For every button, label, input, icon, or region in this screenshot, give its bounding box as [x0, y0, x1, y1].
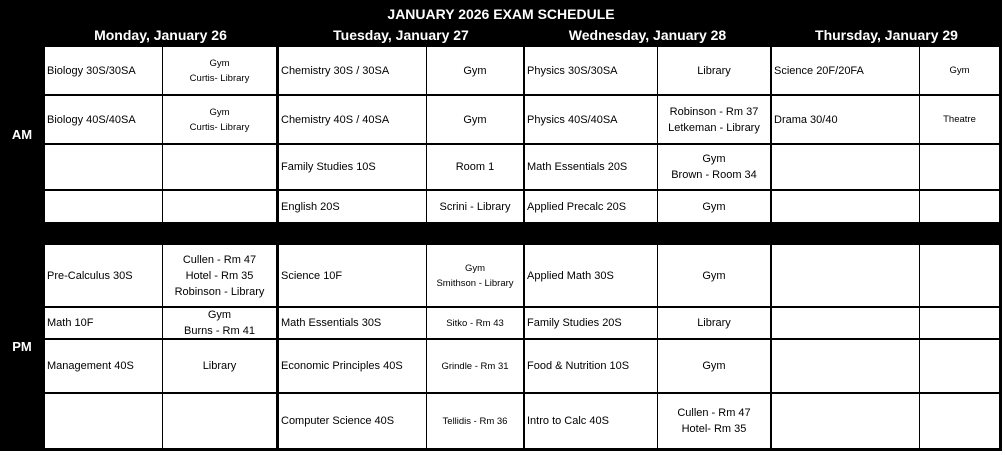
exam-subject-cell: Science 20F/20FA [772, 47, 919, 94]
day-header: Thursday, January 29 [815, 27, 958, 43]
location-line: Letkeman - Library [668, 121, 760, 134]
location-line: Curtis- Library [189, 72, 250, 84]
exam-location-cell [427, 340, 523, 392]
exam-location-cell [163, 308, 276, 338]
exam-location-cell [163, 145, 276, 189]
location-line: Gym [702, 360, 726, 372]
location-line: Room 1 [455, 161, 495, 173]
exam-location-cell [920, 394, 999, 448]
exam-subject-cell: Physics 30S/30SA [525, 47, 657, 94]
exam-subject-cell [772, 191, 919, 222]
exam-location-cell [920, 96, 999, 143]
location-line: Gym [209, 57, 230, 69]
exam-location-cell [920, 145, 999, 189]
exam-subject-cell: Intro to Calc 40S [525, 394, 657, 448]
exam-location-cell [163, 47, 276, 94]
location-line: Gym [464, 262, 486, 274]
exam-subject-cell: Computer Science 40S [279, 394, 426, 448]
location-line: Curtis- Library [189, 121, 250, 133]
location-line: Gym [207, 309, 232, 321]
exam-subject-cell: Family Studies 20S [525, 308, 657, 338]
exam-location-cell [920, 191, 999, 222]
exam-location-cell [920, 245, 999, 306]
exam-subject-cell: Physics 40S/40SA [525, 96, 657, 143]
location-line: Theatre [943, 114, 976, 125]
location-line: Brown - Room 34 [671, 169, 757, 181]
exam-location-cell [427, 96, 523, 143]
exam-location-cell [658, 145, 770, 189]
exam-location-cell [658, 308, 770, 338]
exam-subject-cell [45, 191, 162, 222]
location-line: Gym [949, 65, 970, 76]
exam-subject-cell: Biology 40S/40SA [45, 96, 162, 143]
exam-location-cell [163, 340, 276, 392]
location-line: Tellidis - Rm 36 [442, 415, 508, 427]
exam-subject-cell [772, 145, 919, 189]
location-line: Gym [209, 106, 230, 118]
exam-subject-cell [45, 145, 162, 189]
location-line: Hotel - Rm 35 [185, 269, 254, 282]
exam-subject-cell [45, 394, 162, 448]
exam-location-cell [658, 245, 770, 306]
exam-location-cell [427, 191, 523, 222]
exam-location-cell [427, 47, 523, 94]
exam-subject-cell: Biology 30S/30SA [45, 47, 162, 94]
exam-subject-cell: Food & Nutrition 10S [525, 340, 657, 392]
location-line: Library [202, 360, 237, 372]
exam-subject-cell [772, 308, 919, 338]
exam-subject-cell: Math Essentials 30S [279, 308, 426, 338]
location-line: Smithson - Library [436, 277, 514, 289]
exam-subject-cell: Drama 30/40 [772, 96, 919, 143]
exam-location-cell [658, 340, 770, 392]
exam-location-cell [920, 47, 999, 94]
location-line: Gym [702, 153, 726, 165]
exam-subject-cell: Family Studies 10S [279, 145, 426, 189]
location-line: Library [697, 317, 731, 329]
location-line: Burns - Rm 41 [184, 325, 255, 337]
exam-subject-cell: Math Essentials 20S [525, 145, 657, 189]
location-line: Grindle - Rm 31 [441, 360, 509, 372]
location-line: Cullen - Rm 47 [677, 407, 751, 419]
day-header: Tuesday, January 27 [333, 27, 469, 43]
exam-subject-cell: Economic Principles 40S [279, 340, 426, 392]
location-line: Gym [463, 64, 487, 77]
exam-location-cell [163, 191, 276, 222]
exam-location-cell [427, 245, 523, 306]
exam-subject-cell: Chemistry 30S / 30SA [279, 47, 426, 94]
exam-subject-cell [772, 394, 919, 448]
day-header: Wednesday, January 28 [568, 27, 727, 43]
location-line: Scrini - Library [439, 200, 511, 213]
period-label-pm: PM [12, 339, 32, 354]
exam-location-cell [920, 340, 999, 392]
exam-subject-cell: Management 40S [45, 340, 162, 392]
exam-location-cell [658, 191, 770, 222]
exam-location-cell [163, 394, 276, 448]
day-header: Monday, January 26 [94, 27, 227, 43]
location-line: Sitko - Rm 43 [446, 317, 504, 329]
exam-subject-cell: Pre-Calculus 30S [45, 245, 162, 306]
exam-location-cell [658, 394, 770, 448]
schedule-title: JANUARY 2026 EXAM SCHEDULE [387, 6, 615, 22]
exam-subject-cell [772, 245, 919, 306]
exam-location-cell [658, 47, 770, 94]
exam-location-cell [658, 96, 770, 143]
exam-subject-cell: Applied Precalc 20S [525, 191, 657, 222]
exam-location-cell [920, 308, 999, 338]
location-line: Gym [463, 113, 487, 126]
exam-location-cell [427, 145, 523, 189]
exam-subject-cell: Science 10F [279, 245, 426, 306]
exam-subject-cell: Applied Math 30S [525, 245, 657, 306]
exam-subject-cell: Math 10F [45, 308, 162, 338]
exam-location-cell [163, 96, 276, 143]
exam-location-cell [427, 308, 523, 338]
location-line: Robinson - Library [174, 285, 265, 298]
location-line: Hotel- Rm 35 [681, 423, 747, 435]
exam-subject-cell [772, 340, 919, 392]
location-line: Gym [702, 200, 726, 213]
location-line: Gym [702, 269, 726, 282]
period-label-am: AM [11, 127, 33, 142]
location-line: Robinson - Rm 37 [669, 105, 759, 118]
exam-subject-cell: Chemistry 40S / 40SA [279, 96, 426, 143]
exam-location-cell [163, 245, 276, 306]
location-line: Cullen - Rm 47 [182, 253, 257, 266]
location-line: Library [697, 64, 731, 77]
exam-location-cell [427, 394, 523, 448]
exam-subject-cell: English 20S [279, 191, 426, 222]
